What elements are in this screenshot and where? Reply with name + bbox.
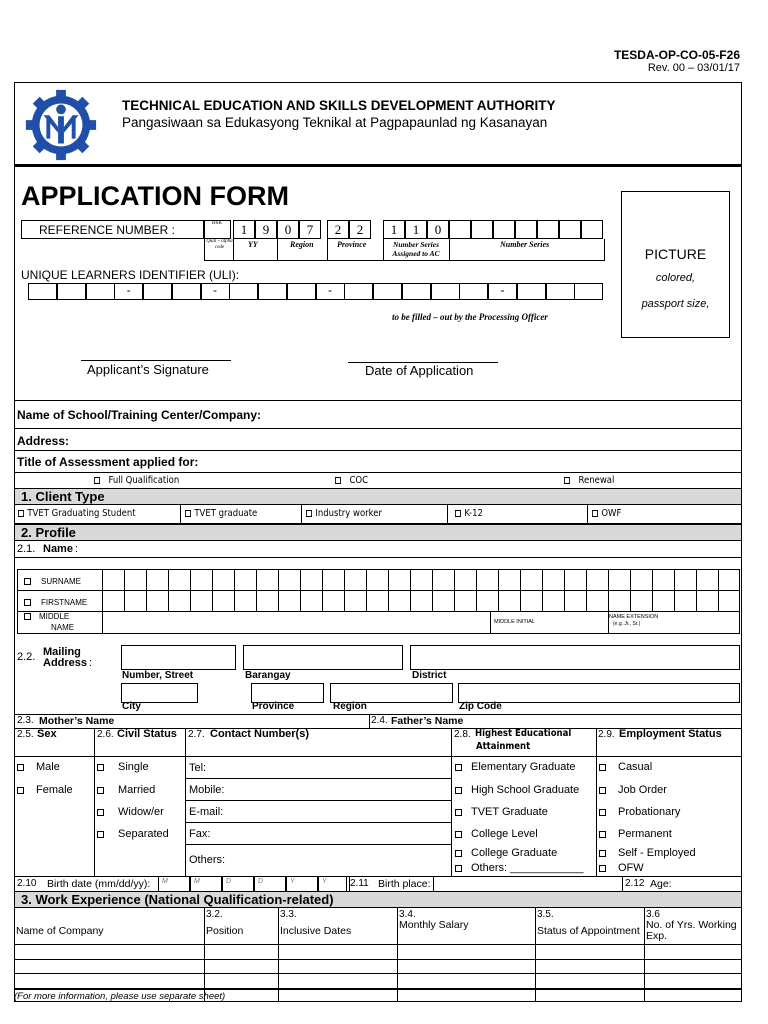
assessment-title-label: Title of Assessment applied for: [17, 455, 199, 469]
checkbox-icon[interactable] [599, 764, 606, 771]
option-label: Permanent [618, 828, 672, 840]
section-client-type: 1. Client Type [14, 488, 742, 505]
name-grid-line [630, 569, 631, 611]
name-grid-line [696, 569, 697, 611]
city-label: City [122, 701, 141, 712]
sex-male[interactable] [17, 761, 60, 773]
option-coc[interactable] [335, 475, 368, 486]
ref-digit-cell[interactable] [327, 220, 349, 239]
caption-province: Province [337, 240, 367, 249]
ref-digit-cell[interactable] [471, 220, 493, 239]
educ-num: 2.8. [454, 729, 471, 740]
name-grid-line [520, 569, 521, 611]
uli-cell[interactable] [459, 283, 488, 300]
contact-num: 2.7. [188, 729, 205, 740]
uli-cell[interactable] [344, 283, 373, 300]
educ-college-graduate[interactable] [455, 847, 557, 859]
checkbox-icon[interactable] [455, 787, 462, 794]
ref-digit: 2 [356, 222, 364, 237]
client-k12[interactable] [455, 508, 483, 519]
checkbox-icon[interactable] [24, 599, 31, 606]
civil-married[interactable] [97, 784, 155, 796]
checkbox-icon[interactable] [592, 510, 598, 517]
work-col-header: Position [206, 925, 244, 937]
uli-dash: - [213, 283, 217, 297]
option-label: Single [118, 761, 149, 773]
civil-separated[interactable] [97, 828, 169, 840]
name-grid-line [168, 569, 169, 611]
work-col-header: Inclusive Dates [280, 925, 352, 937]
ref-small-box [204, 220, 231, 239]
checkbox-icon[interactable] [306, 510, 312, 517]
birthdate-cell[interactable] [190, 877, 222, 891]
firstname-field[interactable] [24, 598, 87, 607]
uli-cell[interactable] [57, 283, 86, 300]
contact-fax[interactable]: Fax: [189, 828, 211, 840]
uli-cell[interactable] [201, 283, 230, 300]
emp-label: Employment Status [619, 728, 722, 740]
ref-digit-cell[interactable] [559, 220, 581, 239]
option-label: K-12 [464, 508, 483, 519]
work-col-num: 3.6 [646, 909, 660, 920]
city-input[interactable] [121, 683, 198, 703]
checkbox-icon[interactable] [18, 510, 24, 517]
name-grid-line [586, 569, 587, 611]
name-label: Name [43, 543, 73, 555]
birthdate-mark: M [194, 878, 200, 885]
uli-cell[interactable] [287, 283, 316, 300]
checkbox-icon[interactable] [455, 809, 462, 816]
caption-yy: YY [248, 240, 258, 249]
birthdate-cell[interactable] [254, 877, 286, 891]
emp-ofw[interactable] [599, 862, 644, 874]
father-num: 2.4. [371, 715, 388, 726]
uli-cell[interactable] [431, 283, 460, 300]
uli-dash: - [126, 283, 131, 297]
zip-label: Zip Code [459, 701, 502, 712]
option-label: TVET Graduating Student [27, 508, 136, 519]
uli-cell[interactable] [86, 283, 115, 300]
mailing-label-2: Address [43, 657, 88, 669]
birthdate-mark: Y [290, 878, 295, 885]
checkbox-icon[interactable] [97, 787, 104, 794]
middlename-field[interactable] [24, 612, 69, 621]
ref-digit-cell[interactable] [255, 220, 277, 239]
name-grid-line [366, 569, 367, 611]
signature-line[interactable] [81, 360, 231, 361]
middlename-label-2: NAME [51, 623, 75, 632]
work-col-num: 3.3. [280, 909, 297, 920]
ref-digit: 1 [240, 222, 248, 237]
name-grid-line [124, 569, 125, 611]
uli-cell[interactable] [28, 283, 57, 300]
caption-ac: Number Series Assigned to AC [392, 240, 440, 258]
ref-digit-cell[interactable] [233, 220, 255, 239]
uli-cell[interactable] [373, 283, 402, 300]
work-col-header: Monthly Salary [399, 919, 469, 931]
date-label: Date of Application [365, 363, 474, 378]
name-grid-line [564, 569, 565, 611]
option-label: College Level [471, 828, 538, 840]
uli-dash: - [328, 283, 332, 297]
option-label: OWF [601, 508, 622, 519]
header-divider [14, 164, 742, 167]
contact-email[interactable]: E-mail: [189, 806, 224, 818]
signature-label: Applicant’s Signature [87, 362, 209, 377]
name-grid-line [256, 569, 257, 611]
contact-label: Contact Number(s) [210, 728, 310, 740]
birthdate-label: Birth date (mm/dd/yy): [47, 878, 151, 890]
birthdate-cell[interactable] [222, 877, 254, 891]
option-label: Married [118, 784, 156, 796]
checkbox-icon[interactable] [599, 865, 606, 872]
picture-title: PICTURE [644, 246, 707, 262]
picture-note-1: colored, [655, 272, 696, 284]
work-row-line [14, 973, 742, 974]
caption-series: Number Series [500, 240, 550, 249]
number-street-label: Number, Street [122, 670, 194, 681]
birthdate-mark: Y [322, 878, 327, 885]
ref-digit-cell[interactable] [493, 220, 515, 239]
ref-digit-cell[interactable] [383, 220, 405, 239]
province-input[interactable] [251, 683, 324, 703]
contact-tel[interactable]: Tel: [189, 762, 207, 774]
option-label: Probationary [618, 806, 681, 818]
option-label: Separated [118, 828, 169, 840]
birthplace-label: Birth place: [378, 878, 431, 890]
emp-job-order[interactable] [599, 784, 667, 796]
option-label: High School Graduate [471, 784, 580, 796]
ref-digit: 7 [306, 222, 314, 237]
name-grid-line [674, 569, 675, 611]
name-grid-line [454, 569, 455, 611]
name-grid-line [300, 569, 301, 611]
civil-label: Civil Status [117, 728, 177, 740]
middlename-label-1: MIDDLE [39, 612, 70, 621]
uli-cell[interactable] [517, 283, 546, 300]
ref-digit-cell[interactable] [537, 220, 559, 239]
age-label[interactable]: Age: [650, 878, 672, 890]
option-label: COC [349, 475, 369, 486]
uli-cell[interactable] [172, 283, 201, 300]
ref-digit-cell[interactable] [515, 220, 537, 239]
name-grid-line [410, 569, 411, 611]
ref-small-code: HSK [212, 221, 223, 226]
work-col-num: 3.2. [206, 909, 223, 920]
birthdate-mark: D [226, 878, 232, 885]
birthdate-cell[interactable] [286, 877, 318, 891]
emp-casual[interactable] [599, 761, 652, 773]
name-grid-line [212, 569, 213, 611]
work-col-header: No. of Yrs. Working Exp. [646, 919, 737, 942]
surname-field[interactable] [24, 577, 81, 586]
checkbox-icon[interactable] [455, 850, 462, 857]
ref-digit-cell[interactable] [449, 220, 471, 239]
ref-digit: 1 [390, 222, 398, 237]
name-grid-line [608, 569, 609, 611]
civil-num: 2.6. [97, 729, 114, 740]
ref-digit: 0 [434, 222, 442, 237]
checkbox-icon[interactable] [17, 787, 24, 794]
name-grid-line [190, 569, 191, 611]
father-label[interactable]: Father’s Name [391, 715, 464, 727]
checkbox-icon[interactable] [24, 578, 31, 585]
client-tvet-graduating[interactable] [18, 508, 136, 519]
ref-digit-cell[interactable] [349, 220, 371, 239]
option-label: Job Order [618, 784, 667, 796]
checkbox-icon[interactable] [24, 613, 31, 620]
client-industry-worker[interactable] [306, 508, 382, 519]
footer-note: (For more information, please use separate sheet) [14, 991, 226, 1002]
contact-mobile[interactable]: Mobile: [189, 784, 225, 796]
region-input[interactable] [330, 683, 453, 703]
option-label: Full Qualification [108, 475, 180, 486]
mother-label[interactable]: Mother’s Name [39, 715, 115, 727]
name-grid-line [102, 569, 103, 611]
emp-probationary[interactable] [599, 806, 680, 818]
sex-female[interactable] [17, 784, 73, 796]
mother-num: 2.3. [17, 715, 34, 726]
name-grid-line [652, 569, 653, 611]
emp-self-employed[interactable] [599, 847, 696, 859]
age-num: 2.12 [625, 878, 645, 889]
picture-box[interactable] [621, 191, 730, 338]
checkbox-icon[interactable] [455, 510, 461, 517]
educ-label-1: Highest Educational [475, 728, 572, 739]
civil-widow[interactable] [97, 806, 164, 818]
tesda-gear-logo-icon [22, 86, 100, 164]
barangay-input[interactable] [243, 645, 403, 670]
uli-cell[interactable] [316, 283, 345, 300]
birthplace-num: 2.11 [350, 878, 369, 889]
emp-permanent[interactable] [599, 828, 672, 840]
option-label: Elementary Graduate [471, 761, 576, 773]
work-row-line [14, 988, 742, 989]
educ-label-2: Attainment [476, 741, 531, 752]
civil-single[interactable] [97, 761, 149, 773]
name-grid-line [542, 569, 543, 611]
educ-highschool[interactable] [455, 784, 579, 796]
ref-digit: 9 [262, 222, 270, 237]
name-extension-example: (e.g. Jr., Sr.) [613, 621, 641, 627]
name-grid-line [278, 569, 279, 611]
uli-label: UNIQUE LEARNERS IDENTIFIER (ULI): [21, 268, 240, 282]
educ-tvet[interactable] [455, 806, 548, 818]
uli-cell[interactable] [402, 283, 431, 300]
contact-others[interactable]: Others: [189, 854, 226, 866]
checkbox-icon[interactable] [599, 831, 606, 838]
reference-number-label-box [21, 220, 204, 239]
option-label: OFW [618, 862, 644, 874]
checkbox-icon[interactable] [17, 764, 24, 771]
educ-college-level[interactable] [455, 828, 538, 840]
uli-cell[interactable] [114, 283, 143, 300]
name-grid-line [388, 569, 389, 611]
school-label: Name of School/Training Center/Company: [17, 408, 262, 422]
ref-digit-cell[interactable] [299, 220, 321, 239]
name-grid-line [344, 569, 345, 611]
work-col-num: 3.4. [399, 909, 416, 920]
checkbox-icon[interactable] [185, 510, 191, 517]
option-full-qualification[interactable] [94, 475, 179, 486]
uli-dash: - [500, 283, 505, 297]
work-col-header: Status of Appointment [537, 925, 640, 937]
checkbox-icon[interactable] [564, 477, 570, 484]
checkbox-icon[interactable] [97, 831, 104, 838]
uli-cell[interactable] [546, 283, 575, 300]
mailing-num: 2.2. [17, 651, 36, 663]
name-grid-line [102, 611, 103, 634]
ref-digit-cell[interactable] [277, 220, 299, 239]
mailing-colon: : [89, 657, 93, 669]
name-extension-label: NAME EXTENSION [609, 614, 659, 620]
ref-digit: 1 [412, 222, 420, 237]
checkbox-icon[interactable] [335, 477, 341, 484]
uli-cell[interactable] [229, 283, 258, 300]
name-colon: : [75, 543, 79, 555]
emp-num: 2.9. [598, 729, 615, 740]
sex-label: Sex [37, 728, 57, 740]
section-profile: 2. Profile [14, 524, 742, 541]
checkbox-icon[interactable] [599, 850, 606, 857]
checkbox-icon[interactable] [94, 477, 100, 484]
processing-note: to be filled – out by the Processing Officer [392, 312, 548, 322]
educ-elementary[interactable] [455, 761, 576, 773]
option-label: Self - Employed [618, 847, 696, 859]
name-grid-line [146, 569, 147, 611]
province-label: Province [252, 701, 295, 712]
option-label: Female [36, 784, 73, 796]
birthdate-cell[interactable] [158, 877, 190, 891]
ref-digit: 0 [284, 222, 292, 237]
birthdate-mark: D [258, 878, 264, 885]
option-label: Casual [618, 761, 653, 773]
birthdate-mark: M [162, 878, 168, 885]
checkbox-icon[interactable] [97, 764, 104, 771]
option-label: College Graduate [471, 847, 558, 859]
checkbox-icon[interactable] [599, 787, 606, 794]
name-grid-line [476, 569, 477, 611]
option-label: Others: ____________ [471, 862, 584, 874]
region-label: Region [333, 701, 367, 712]
option-label: TVET graduate [194, 508, 258, 519]
surname-label: SURNAME [41, 577, 82, 586]
agency-name: TECHNICAL EDUCATION AND SKILLS DEVELOPMENT AUTHORITY [122, 98, 556, 113]
name-grid-line [718, 569, 719, 611]
option-label: Male [36, 761, 60, 773]
name-num: 2.1. [17, 543, 36, 555]
firstname-label: FIRSTNAME [41, 598, 88, 607]
ref-digit-cell[interactable] [405, 220, 427, 239]
mailing-label-1: Mailing [43, 646, 81, 658]
checkbox-icon[interactable] [455, 831, 462, 838]
option-label: Industry worker [315, 508, 383, 519]
uli-cell[interactable] [143, 283, 172, 300]
educ-others[interactable] [455, 862, 584, 874]
checkbox-icon[interactable] [599, 809, 606, 816]
client-tvet-graduate[interactable] [185, 508, 257, 519]
ref-digit: 2 [334, 222, 342, 237]
section-work-experience: 3. Work Experience (National Qualification-related) [14, 891, 742, 908]
sex-num: 2.5. [17, 729, 34, 740]
name-grid-line [322, 569, 323, 611]
agency-name-tagalog: Pangasiwaan sa Edukasyong Teknikal at Pagpapaunlad ng Kasanayan [122, 115, 548, 130]
name-grid-line [234, 569, 235, 611]
checkbox-icon[interactable] [97, 809, 104, 816]
address-label: Address: [17, 434, 70, 448]
work-col-num: 3.5. [537, 909, 554, 920]
option-label: Widow/er [118, 806, 164, 818]
work-row-line [14, 959, 742, 960]
doc-code: TESDA-OP-CO-05-F26 [613, 48, 740, 62]
name-grid-line [432, 569, 433, 611]
ref-digit-cell[interactable] [427, 220, 449, 239]
option-label: TVET Graduate [471, 806, 548, 818]
work-row-line [14, 944, 742, 945]
uli-cell[interactable] [488, 283, 517, 300]
uli-cell[interactable] [258, 283, 287, 300]
caption-region: Region [290, 240, 314, 249]
checkbox-icon[interactable] [455, 764, 462, 771]
option-label: Renewal [578, 475, 615, 486]
picture-note-2: passport size, [641, 298, 710, 310]
district-label: District [412, 670, 447, 681]
name-grid-line [498, 569, 499, 611]
uli-cell[interactable] [574, 283, 603, 300]
ref-digit-cell[interactable] [581, 220, 603, 239]
option-renewal[interactable] [564, 475, 614, 486]
number-street-input[interactable] [121, 645, 236, 670]
zip-input[interactable] [458, 683, 740, 703]
doc-revision: Rev. 00 – 03/01/17 [647, 62, 740, 74]
form-title: APPLICATION FORM [21, 181, 289, 211]
name-grid-line [490, 611, 491, 634]
reference-number-label: REFERENCE NUMBER : [39, 223, 176, 237]
birthdate-num: 2.10 [17, 878, 37, 889]
work-col-header: Name of Company [16, 925, 104, 937]
checkbox-icon[interactable] [455, 865, 462, 872]
caption-qual: Qual – alpha code [206, 239, 233, 250]
barangay-label: Barangay [245, 670, 291, 681]
district-input[interactable] [410, 645, 740, 670]
client-owf[interactable] [592, 508, 621, 519]
middle-initial-label: MIDDLE INITIAL [494, 619, 535, 625]
